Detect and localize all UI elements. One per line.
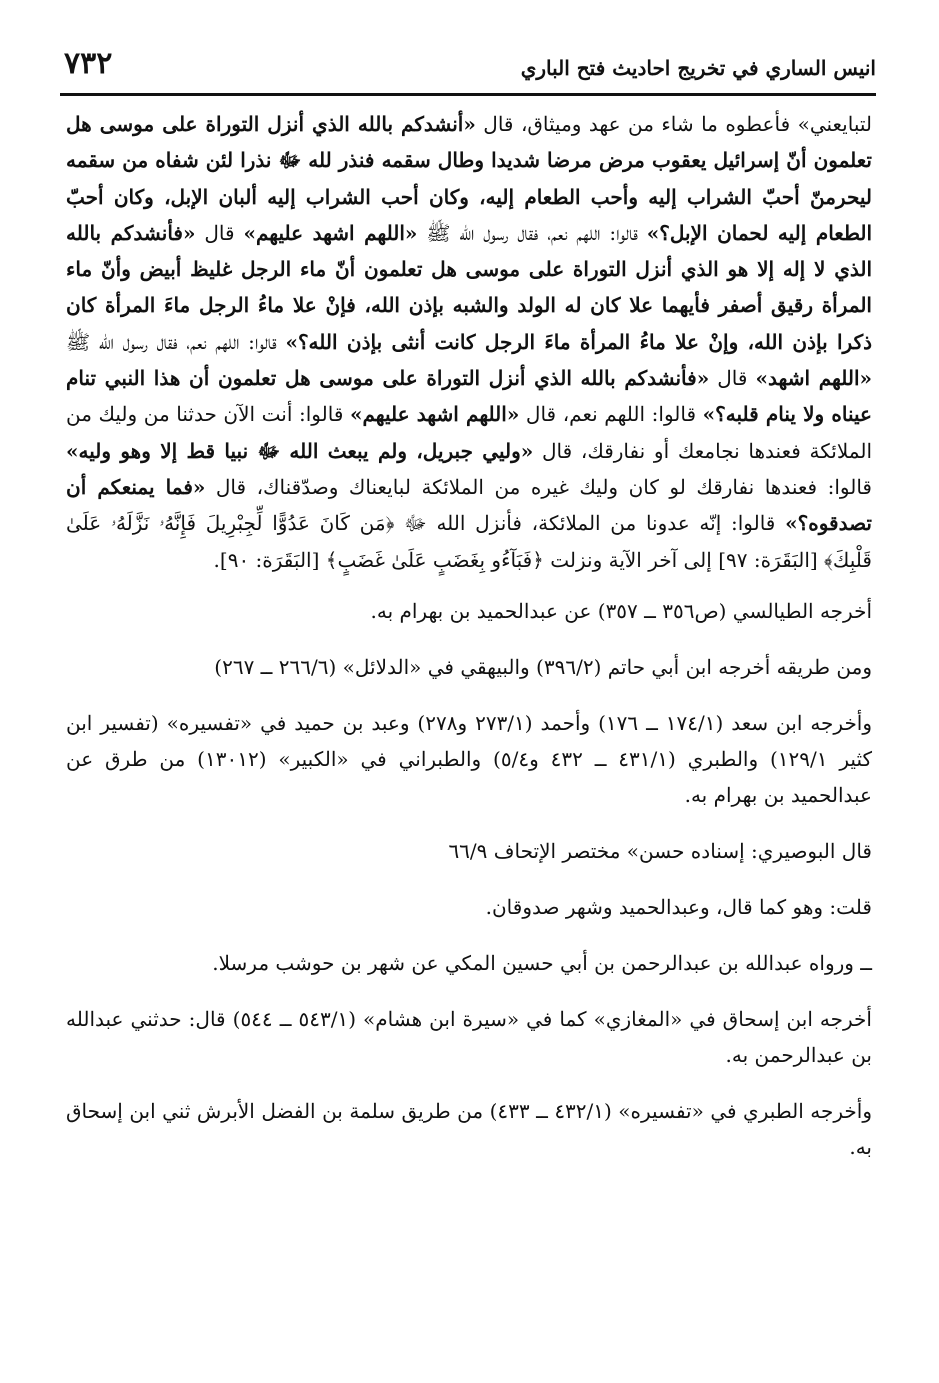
- hadith-quote-bold: «فما يمنعكم أن تصدقوه؟»: [66, 474, 872, 536]
- hadith-quote-bold: «اللهم اشهد عليهم»: [243, 220, 418, 245]
- hadith-narration-text: قالوا: اللهم نعم، فقال رسول الله ﷺ: [66, 329, 286, 354]
- hadith-narration-text: قالوا: اللهم نعم، قال: [519, 402, 703, 427]
- hadith-quote-bold: «أنشدكم بالله الذي أنزل التوراة على موسى هل تعلمون أنّ إسرائيل يعقوب مرض مرضا شديدا وطال سقمه فنذر لله ﷻ نذرا لئن شفاه من سقمه ليحرمنّ أحبّ الشراب إليه وأحب الطعام إليه، وكان أحب الشراب إليه ألبان الإبل، وكان أحبّ الطعام إليه لحمان الإبل؟»: [66, 112, 872, 245]
- takhrij-paragraph: ــ ورواه عبدالله بن عبدالرحمن بن أبي حسين المكي عن شهر بن حوشب مرسلا.: [212, 950, 872, 975]
- hadith-narration-text: قالوا: اللهم نعم، فقال رسول الله ﷺ: [417, 220, 647, 245]
- takhrij-paragraph: قال البوصيري: إسناده حسن» مختصر الإتحاف ٦٦/٩: [448, 838, 872, 863]
- hadith-narration-text: لتبايعني» فأعطوه ما شاء من عهد وميثاق، قال: [475, 112, 872, 136]
- takhrij-paragraph: وأخرجه الطبري في «تفسيره» (٤٣٢/١ ــ ٤٣٣) من طريق سلمة بن الفضل الأبرش ثني ابن إسحاق به.: [66, 1098, 873, 1159]
- takhrij-paragraph: وأخرجه ابن سعد (١٧٤/١ ــ ١٧٦) وأحمد (٢٧٣/١ و٢٧٨) وعبد بن حميد في «تفسيره» (تفسير ابن كثير ١٢٩/١) والطبري (٤٣١/١ ــ ٤٣٢ و٥/٤) والطبراني في «الكبير» (١٣٠١٢) من طرق عن عبدالحميد بن بهرام به.: [66, 710, 873, 807]
- hadith-quote-bold: «فأنشدكم بالله الذي أنزل التوراة على موسى هل تعلمون أن هذا النبي تنام عيناه ولا ينام قلبه؟»: [66, 366, 872, 427]
- hadith-narration-text: قال: [195, 220, 244, 245]
- running-header: [60, 40, 876, 96]
- hadith-narration-text: قالوا: أنت الآن حدثنا من وليك من الملائكة فعندها نجامعك أو نفارقك، قال: [66, 402, 872, 463]
- takhrij-paragraph: أخرجه الطيالسي (ص٣٥٦ ــ ٣٥٧) عن عبدالحميد بن بهرام به.: [370, 598, 872, 623]
- hadith-narration-text: قالوا: فعندها نفارقك لو كان وليك غيره من الملائكة لبايعناك وصدّقناك، قال: [205, 474, 872, 499]
- hadith-narration-text: قال: [709, 366, 756, 391]
- takhrij-paragraph: ومن طريقه أخرجه ابن أبي حاتم (٣٩٦/٢) والبيهقي في «الدلائل» (٢٦٦/٦ ــ ٢٦٧): [214, 654, 872, 679]
- hadith-quote-bold: «وليي جبريل، ولم يبعث الله ﷻ نبيا قط إلا وهو وليه»: [66, 438, 534, 463]
- takhrij-paragraph: قلت: وهو كما قال، وعبدالحميد وشهر صدوقان.: [485, 894, 872, 919]
- hadith-quote-bold: «فأنشدكم بالله الذي لا إله إلا هو الذي أنزل التوراة على موسى هل تعلمون أنّ ماء الرجل غليظ أبيض وأنّ ماء المرأة رقيق أصفر فأيهما علا كان له الولد والشبه بإذن الله، فإنْ علا ماءُ الرجل ماءَ المرأة كان ذكرا بإذن الله، وإنْ علا ماءُ المرأة ماءَ الرجل كانت أنثى بإذن الله؟»: [66, 220, 873, 354]
- hadith-quote-bold: «اللهم اشهد»: [755, 366, 873, 391]
- takhrij-paragraph: أخرجه ابن إسحاق في «المغازي» كما في «سيرة ابن هشام» (٥٤٣/١ ــ ٥٤٤) قال: حدثني عبدالله بن عبدالرحمن به.: [66, 1006, 872, 1067]
- header-rule: [60, 93, 876, 96]
- hadith-narration-text: قالوا: إنّه عدونا من الملائكة، فأنزل الله ﷻ ﴿مَن كَانَ عَدُوًّا لِّجِبْرِيلَ فَإِنَّهُۥ نَزَّلَهُۥ عَلَىٰ قَلْبِكَ﴾ [البَقَرَة: ٩٧] إلى آخر الآية ونزلت ﴿فَبَآءُو بِغَضَبٍ عَلَىٰ غَضَبٍ﴾ [البَقَرَة: ٩٠].: [66, 511, 872, 572]
- takhrij-list: [66, 593, 872, 1165]
- hadith-paragraph: [66, 106, 872, 578]
- header-book-title: انيس الساري في تخريج احاديث فتح الباري: [520, 56, 876, 80]
- hadith-quote-bold: «اللهم اشهد عليهم»: [349, 402, 520, 427]
- page-number: ٧٣٢: [64, 46, 113, 81]
- page-body: [66, 106, 872, 1165]
